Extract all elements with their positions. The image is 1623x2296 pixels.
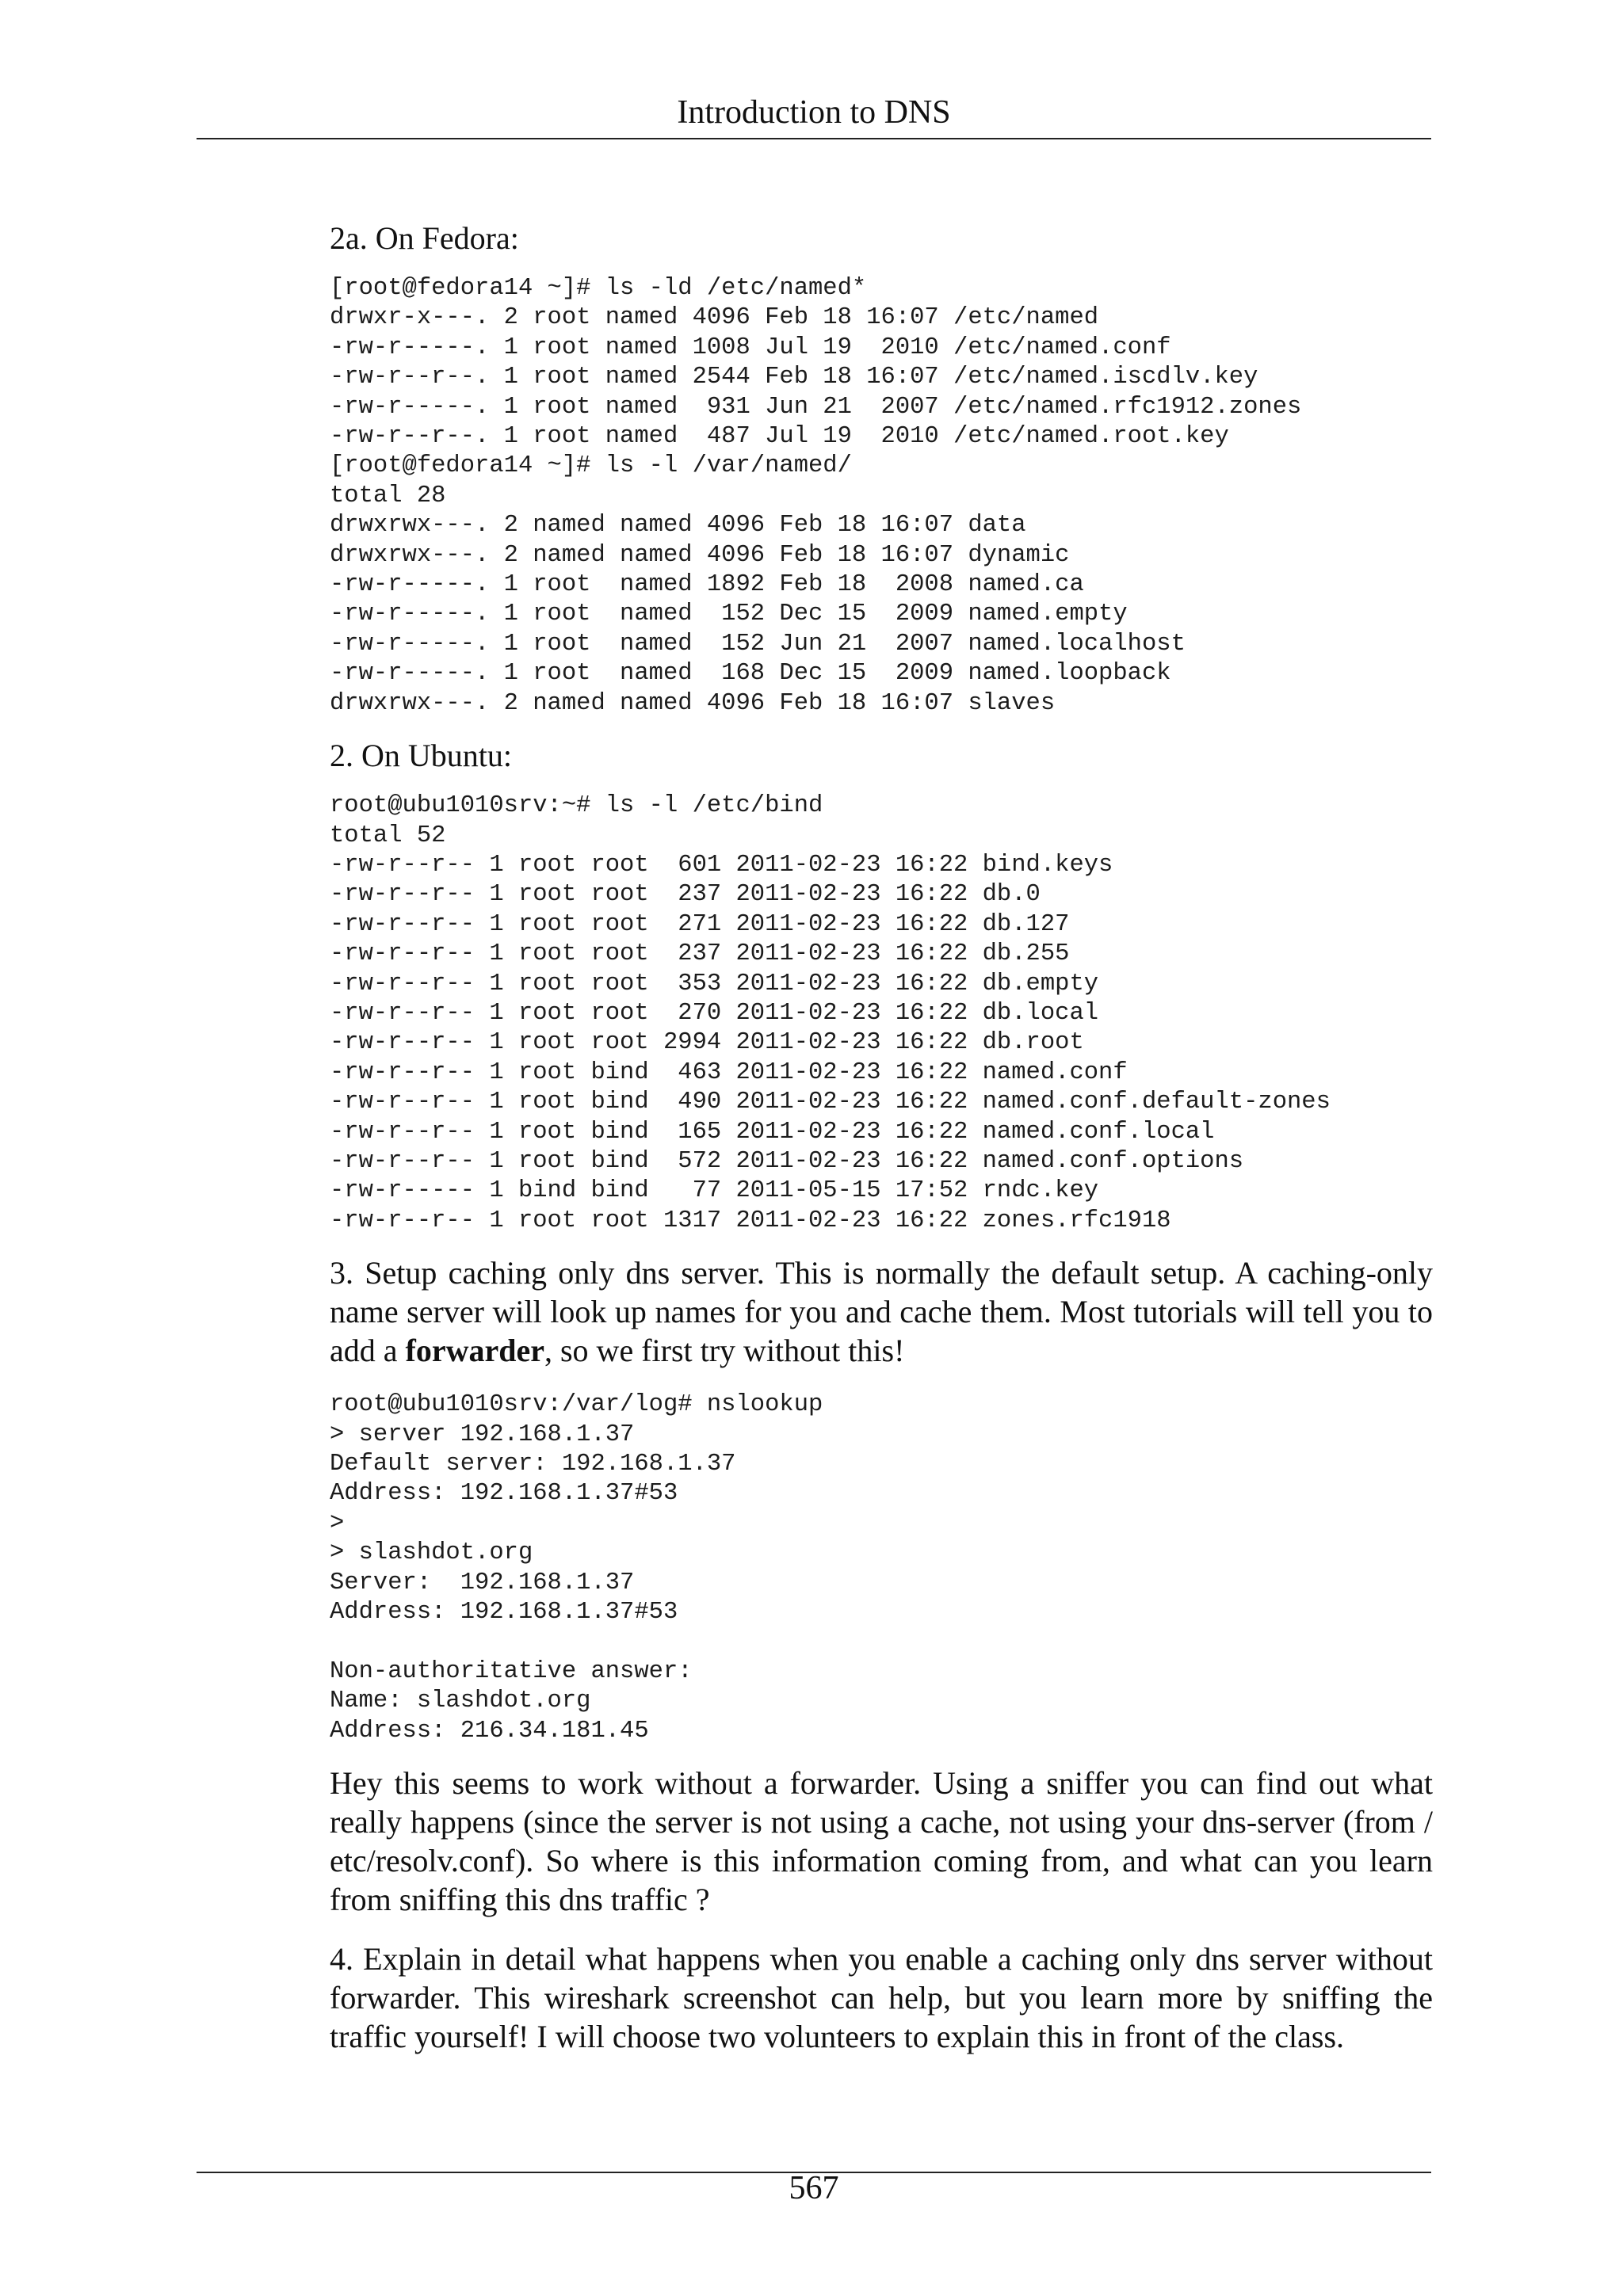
nslookup-code-block: root@ubu1010srv:/var/log# nslookup > server 192.168.1.37 Default server: 192.168.1.37 Address: 192.168.1.37#53 > > slashdot.org Server: 192.168.1.37 Address: 192.168.1.37#53 Non-authoritative answer: Name: slashdot.org Address: 216.34.181.45	[330, 1391, 823, 1745]
fedora-code-block: [root@fedora14 ~]# ls -ld /etc/named* drwxr-x---. 2 root named 4096 Feb 18 16:07 /etc/named -rw-r-----. 1 root named 1008 Jul 19 2010 /etc/named.conf -rw-r--r--. 1 root named 2544 Feb 18 16:07 /etc/named.iscdlv.key -rw-r-----. 1 root named 931 Jun 21 2007 /etc/named.rfc1912.zones -rw-r--r--. 1 root named 487 Jul 19 2010 /etc/named.root.key [root@fedora14 ~]# ls -l /var/named/ total 28 drwxrwx---. 2 named named 4096 Feb 18 16:07 data drwxrwx---. 2 named named 4096 Feb 18 16:07 dynamic -rw-r-----. 1 root named 1892 Feb 18 2008 named.ca -rw-r-----. 1 root named 152 Dec 15 2009 named.empty -rw-r-----. 1 root named 152 Jun 21 2007 named.localhost -rw-r-----. 1 root named 168 Dec 15 2009 named.loopback drwxrwx---. 2 named named 4096 Feb 18 16:07 slaves	[330, 275, 1302, 717]
forwarder-term: forwarder	[405, 1333, 544, 1369]
step3-text-before: 3. Setup caching only dns server. This is normally the default setup. A caching-only name server will look up names for you and cache them. Most tutorials will tell you to add a	[330, 1255, 1433, 1369]
ubuntu-code-block: root@ubu1010srv:~# ls -l /etc/bind total 52 -rw-r--r-- 1 root root 601 2011-02-23 16:22 bind.keys -rw-r--r-- 1 root root 237 2011-02-23 16:22 db.0 -rw-r--r-- 1 root root 271 2011-02-23 16:22 db.127 -rw-r--r-- 1 root root 237 2011-02-23 16:22 db.255 -rw-r--r-- 1 root root 353 2011-02-23 16:22 db.empty -rw-r--r-- 1 root root 270 2011-02-23 16:22 db.local -rw-r--r-- 1 root root 2994 2011-02-23 16:22 db.root -rw-r--r-- 1 root bind 463 2011-02-23 16:22 named.conf -rw-r--r-- 1 root bind 490 2011-02-23 16:22 named.conf.default-zones -rw-r--r-- 1 root bind 165 2011-02-23 16:22 named.conf.local -rw-r--r-- 1 root bind 572 2011-02-23 16:22 named.conf.options -rw-r----- 1 bind bind 77 2011-05-15 17:52 rndc.key -rw-r--r-- 1 root root 1317 2011-02-23 16:22 zones.rfc1918	[330, 792, 1331, 1234]
running-header: Introduction to DNS	[677, 94, 951, 131]
page-content	[330, 219, 1433, 2077]
header-rule	[197, 138, 1431, 139]
step4-paragraph: 4. Explain in detail what happens when you enable a caching only dns server without forwarder. This wireshark screenshot can help, but you learn more by sniffing the traffic yourself! I will choose two volunteers to explain this in front of the class.	[330, 1941, 1433, 2055]
ubuntu-heading: 2. On Ubuntu:	[330, 738, 512, 774]
page-number: 567	[789, 2170, 839, 2206]
fedora-heading: 2a. On Fedora:	[330, 220, 519, 256]
sniffer-paragraph: Hey this seems to work without a forwarder. Using a sniffer you can find out what really happens (since the server is not using a cache, not using your dns-server (from / etc/resolv.conf). So where is this information coming from, and what can you learn from sniffing this dns traffic ?	[330, 1765, 1433, 1918]
step3-text-after: , so we first try without this!	[544, 1333, 905, 1369]
step3-paragraph	[330, 1253, 1433, 1370]
